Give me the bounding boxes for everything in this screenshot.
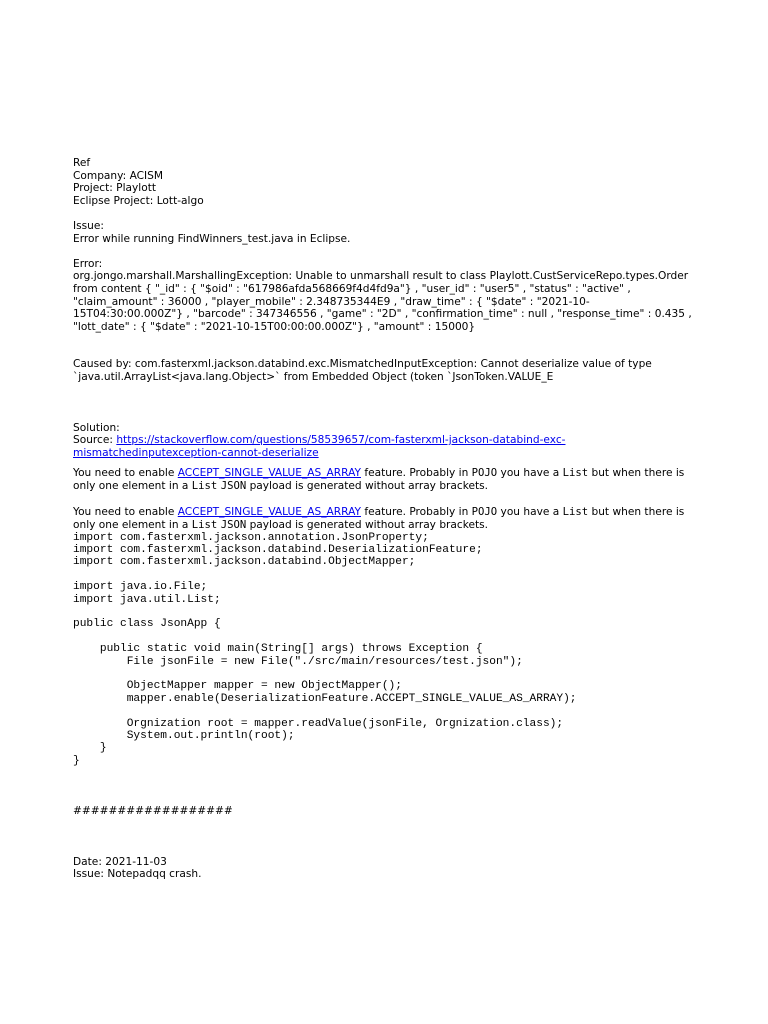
code-list: List <box>562 467 589 480</box>
separator-line: ################## <box>73 805 233 818</box>
solution-paragraph-2: You need to enable ACCEPT_SINGLE_VALUE_AS_ARRAY feature. Probably in POJO you have a List but when there is only one element in a List JSON payload is generated without array brackets. <box>73 506 685 532</box>
issue-line-2: Issue: Notepadqq crash. <box>73 868 202 881</box>
code-list: List <box>191 519 218 532</box>
code-pojo: POJO <box>471 467 498 480</box>
ref-title: Ref <box>73 157 91 169</box>
code-line: import com.fasterxml.jackson.databind.DeserializationFeature; <box>73 544 483 557</box>
source-link[interactable]: https://stackoverflow.com/questions/58539657/com-fasterxml-jackson-databind-exc-mismatchedinputexception-cannot-deserialize <box>73 434 566 459</box>
company-line: Company: ACISM <box>73 169 164 182</box>
accept-single-value-link[interactable]: ACCEPT_SINGLE_VALUE_AS_ARRAY <box>177 506 361 519</box>
code-json: JSON <box>220 519 247 532</box>
project-line: Project: Playlott <box>73 182 157 195</box>
code-line: ObjectMapper mapper = new ObjectMapper(); <box>73 680 402 693</box>
code-list: List <box>562 506 589 519</box>
code-line: mapper.enable(DeserializationFeature.ACCEPT_SINGLE_VALUE_AS_ARRAY); <box>73 692 577 705</box>
code-block <box>73 532 695 768</box>
code-line: } <box>73 754 80 767</box>
issue-heading: Issue: <box>73 219 104 232</box>
solution-paragraph-1: You need to enable ACCEPT_SINGLE_VALUE_AS_ARRAY feature. Probably in POJO you have a List but when there is only one element in a List JSON payload is generated without array brackets. <box>73 467 685 492</box>
code-line: System.out.println(root); <box>73 730 295 743</box>
accept-single-value-link[interactable]: ACCEPT_SINGLE_VALUE_AS_ARRAY <box>177 467 361 480</box>
code-line: File jsonFile = new File("./src/main/resources/test.json"); <box>73 655 523 668</box>
code-line <box>73 569 695 581</box>
code-json: JSON <box>220 479 247 492</box>
code-line <box>73 631 695 643</box>
code-line <box>73 668 695 680</box>
caused-by-text: Caused by: com.fasterxml.jackson.databind.exc.MismatchedInputException: Cannot deserialize value of type `java.util.ArrayList<java.lang.Object>` from Embedded Object (token `JsonToken.VALUE_E <box>73 358 652 383</box>
error-text: org.jongo.marshall.MarshallingException: Unable to unmarshall result to class Playlott.CustServiceRepo.types.Order from content { "_id" : { "$oid" : "617986afda568669f4d4fd9a"} , "user_id" : "user5" , "status" : "active" , "claim_amount" : 36000 , "player_mobile" : 2.348735344E9 , "draw_time" : { "$date" : "2021-10-15T04:30:00.000Z"} , "barcode" : 347346556 , "game" : "2D" , "confirmation_time" : null , "response_time" : 0.435 , "lott_date" : { "$date" : "2021-10-15T00:00:00.000Z"} , "amount" : 15000} <box>73 270 692 333</box>
solution-heading: Solution: <box>73 421 120 434</box>
issue-text: Error while running FindWinners_test.java in Eclipse. <box>73 232 351 245</box>
code-line: import com.fasterxml.jackson.annotation.JsonProperty; <box>73 531 429 544</box>
source-label: Source: <box>73 434 117 447</box>
code-line: Orgnization root = mapper.readValue(jsonFile, Orgnization.class); <box>73 717 564 730</box>
code-line: import java.io.File; <box>73 581 208 594</box>
code-line <box>73 606 695 618</box>
eclipse-project-line: Eclipse Project: Lott-algo <box>73 194 204 207</box>
code-list: List <box>191 479 218 492</box>
code-line: } <box>73 742 107 755</box>
solution-source <box>73 434 695 459</box>
code-pojo: POJO <box>471 506 498 519</box>
error-heading: Error: <box>73 257 103 270</box>
code-line <box>73 705 695 717</box>
code-line: import java.util.List; <box>73 593 221 606</box>
document-body <box>73 157 695 881</box>
code-line: public class JsonApp { <box>73 618 221 631</box>
code-line: import com.fasterxml.jackson.databind.ObjectMapper; <box>73 556 416 569</box>
code-line: public static void main(String[] args) throws Exception { <box>73 643 483 656</box>
date-line: Date: 2021-11-03 <box>73 855 167 868</box>
